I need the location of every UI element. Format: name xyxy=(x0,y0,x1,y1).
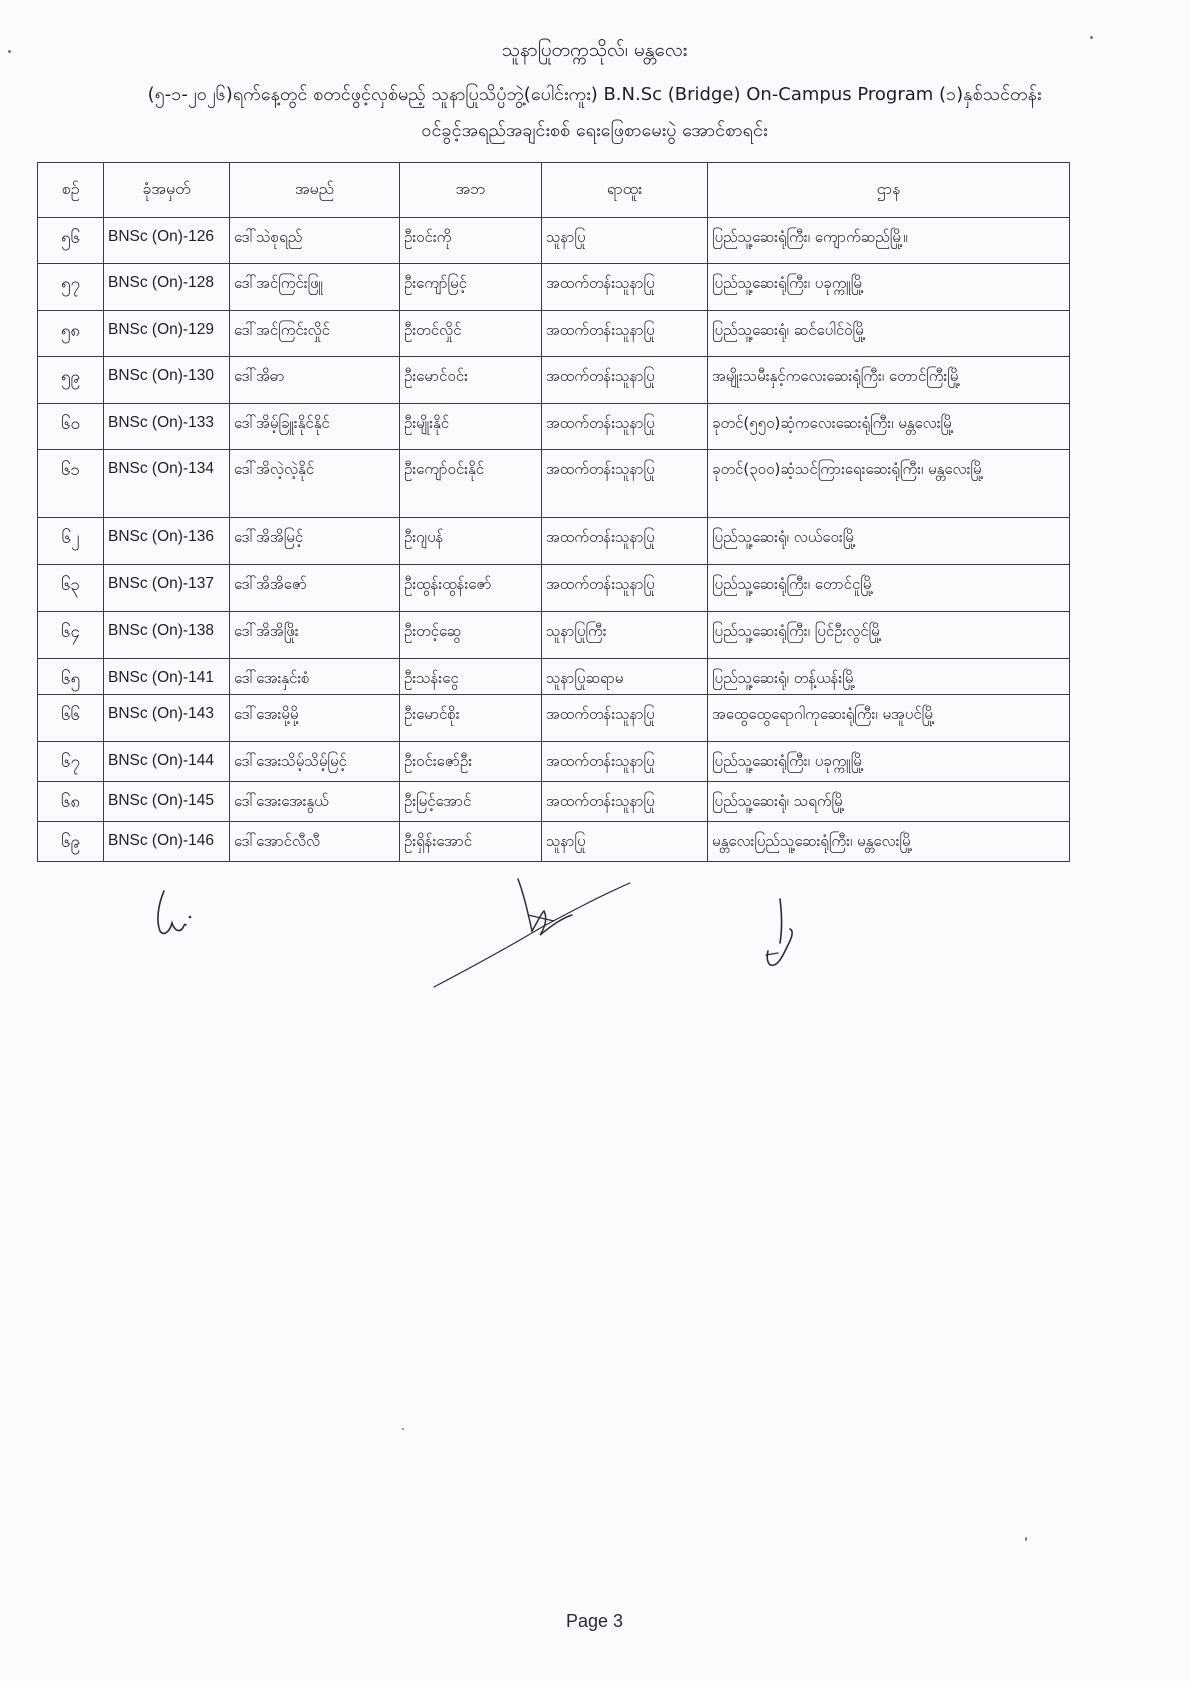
table-row xyxy=(38,264,1070,311)
cell-serial: ၆၄ xyxy=(38,612,104,659)
cell-serial: ၆၉ xyxy=(38,822,104,862)
cell-rank: သူနာပြုကြီး xyxy=(542,612,708,659)
cell-department: အထွေထွေရောဂါကုဆေးရုံကြီး၊ မအူပင်မြို့ xyxy=(708,695,1070,742)
cell-father-name: ဦးထွန်းထွန်းဇော် xyxy=(400,565,542,612)
cell-roll-number: BNSc (On)-143 xyxy=(104,695,230,742)
cell-name: ဒေါ်အေးနှင်းစံ xyxy=(230,659,400,695)
cell-father-name: ဦးရှိန်းအောင် xyxy=(400,822,542,862)
cell-rank: သူနာပြုဆရာမ xyxy=(542,659,708,695)
cell-father-name: ဦးကျော်မြင့် xyxy=(400,264,542,311)
cell-department: မန္တလေးပြည်သူ့ဆေးရုံကြီး၊ မန္တလေးမြို့ xyxy=(708,822,1070,862)
cell-roll-number: BNSc (On)-130 xyxy=(104,357,230,404)
table-row xyxy=(38,357,1070,404)
cell-father-name: ဦးမြင့်အောင် xyxy=(400,782,542,822)
cell-name: ဒေါ်အိအိဖြိုး xyxy=(230,612,400,659)
cell-department: ခုတင်(၃၀၀)ဆံ့သင်ကြားရေးဆေးရုံကြီး၊ မန္တလေးမြို့ xyxy=(708,450,1070,518)
cell-rank: အထက်တန်းသူနာပြု xyxy=(542,404,708,450)
table-row xyxy=(38,782,1070,822)
cell-roll-number: BNSc (On)-133 xyxy=(104,404,230,450)
table-row xyxy=(38,695,1070,742)
cell-name: ဒေါ်အိမ့်ခြူးနိုင်နိုင် xyxy=(230,404,400,450)
cell-serial: ၆၀ xyxy=(38,404,104,450)
cell-name: ဒေါ်အိအိဇော် xyxy=(230,565,400,612)
cell-department: ပြည်သူ့ဆေးရုံ၊ တန့်ယန်းမြို့ xyxy=(708,659,1070,695)
cell-department: ပြည်သူ့ဆေးရုံကြီး၊ ပခုက္ကူမြို့ xyxy=(708,264,1070,311)
cell-rank: အထက်တန်းသူနာပြု xyxy=(542,782,708,822)
cell-serial: ၆၅ xyxy=(38,659,104,695)
paper-speck xyxy=(8,50,11,53)
page-number: Page 3 xyxy=(565,1611,624,1631)
cell-father-name: ဦးတင့်ဆွေ xyxy=(400,612,542,659)
cell-roll-number: BNSc (On)-129 xyxy=(104,311,230,357)
cell-department: ပြည်သူ့ဆေးရုံကြီး၊ တောင်ငူမြို့ xyxy=(708,565,1070,612)
cell-rank: အထက်တန်းသူနာပြု xyxy=(542,311,708,357)
results-table xyxy=(37,162,1070,862)
cell-roll-number: BNSc (On)-144 xyxy=(104,742,230,782)
cell-rank: အထက်တန်းသူနာပြု xyxy=(542,565,708,612)
cell-serial: ၆၃ xyxy=(38,565,104,612)
paper-speck xyxy=(1090,36,1093,39)
cell-name: ဒေါ်အိဓာ xyxy=(230,357,400,404)
column-header-roll-number: ခုံအမှတ် xyxy=(104,163,230,218)
cell-department: ပြည်သူ့ဆေးရုံ၊ လယ်ဝေးမြို့ xyxy=(708,518,1070,565)
cell-father-name: ဦးကျော်ဝင်းနိုင် xyxy=(400,450,542,518)
cell-rank: အထက်တန်းသူနာပြု xyxy=(542,695,708,742)
cell-name: ဒေါ်အိလဲ့လဲ့နိုင် xyxy=(230,450,400,518)
cell-rank: အထက်တန်းသူနာပြု xyxy=(542,518,708,565)
column-header-name: အမည် xyxy=(230,163,400,218)
cell-roll-number: BNSc (On)-136 xyxy=(104,518,230,565)
cell-department: ပြည်သူ့ဆေးရုံကြီး၊ ပခုက္ကူမြို့ xyxy=(708,742,1070,782)
table-row xyxy=(38,612,1070,659)
cell-serial: ၆၆ xyxy=(38,695,104,742)
cell-roll-number: BNSc (On)-138 xyxy=(104,612,230,659)
table-row xyxy=(38,311,1070,357)
cell-serial: ၆၂ xyxy=(38,518,104,565)
cell-father-name: ဦးဝင်းဇော်ဦး xyxy=(400,742,542,782)
cell-name: ဒေါ်အေးမို့မို့ xyxy=(230,695,400,742)
table-row xyxy=(38,822,1070,862)
cell-serial: ၅၈ xyxy=(38,311,104,357)
cell-name: ဒေါ်သဲစုရည် xyxy=(230,218,400,264)
cell-name: ဒေါ်အင်ကြင်းဖြူ xyxy=(230,264,400,311)
cell-name: ဒေါ်အောင်လီလီ xyxy=(230,822,400,862)
cell-father-name: ဦးမောင်ဝင်း xyxy=(400,357,542,404)
table-row xyxy=(38,742,1070,782)
table-header-row xyxy=(38,163,1070,218)
cell-department: အမျိုးသမီးနှင့်ကလေးဆေးရုံကြီး၊ တောင်ကြီးမြို့ xyxy=(708,357,1070,404)
cell-serial: ၆၇ xyxy=(38,742,104,782)
cell-father-name: ဦးဂျပန် xyxy=(400,518,542,565)
paper-speck xyxy=(402,1428,404,1430)
cell-father-name: ဦးတင်လှိုင် xyxy=(400,311,542,357)
cell-department: ပြည်သူ့ဆေးရုံကြီး၊ ပြင်ဦးလွင်မြို့ xyxy=(708,612,1070,659)
cell-roll-number: BNSc (On)-141 xyxy=(104,659,230,695)
table-row xyxy=(38,218,1070,264)
cell-serial: ၅၆ xyxy=(38,218,104,264)
cell-department: ပြည်သူ့ဆေးရုံကြီး၊ ကျောက်ဆည်မြို့။ xyxy=(708,218,1070,264)
cell-serial: ၆၈ xyxy=(38,782,104,822)
column-header-father-name: အဘ xyxy=(400,163,542,218)
cell-rank: အထက်တန်းသူနာပြု xyxy=(542,264,708,311)
cell-serial: ၅၇ xyxy=(38,264,104,311)
cell-roll-number: BNSc (On)-134 xyxy=(104,450,230,518)
cell-roll-number: BNSc (On)-137 xyxy=(104,565,230,612)
cell-rank: သူနာပြု xyxy=(542,822,708,862)
cell-roll-number: BNSc (On)-145 xyxy=(104,782,230,822)
cell-father-name: ဦးမျိုးနိုင် xyxy=(400,404,542,450)
cell-department: ပြည်သူ့ဆေးရုံ၊ သရက်မြို့ xyxy=(708,782,1070,822)
column-header-serial: စဉ် xyxy=(38,163,104,218)
cell-roll-number: BNSc (On)-146 xyxy=(104,822,230,862)
cell-name: ဒေါ်အိအိမြင့် xyxy=(230,518,400,565)
document-heading-result-list: ဝင်ခွင့်အရည်အချင်းစစ် ရေးဖြေစာမေးပွဲ အောင်စာရင်း xyxy=(421,120,768,141)
cell-department: ခုတင်(၅၅၀)ဆံ့ကလေးဆေးရုံကြီး၊ မန္တလေးမြို့ xyxy=(708,404,1070,450)
document-heading-program: (၅-၁-၂၀၂၆)ရက်နေ့တွင် စတင်ဖွင့်လှစ်မည့် သူနာပြုသိပ္ပံဘွဲ့(ပေါင်းကူး) B.N.Sc (Bridge) On-Campus Program (၁)နှစ်သင်တန်း xyxy=(147,84,1042,105)
cell-rank: သူနာပြု xyxy=(542,218,708,264)
cell-name: ဒေါ်အင်ကြင်းလှိုင် xyxy=(230,311,400,357)
cell-roll-number: BNSc (On)-128 xyxy=(104,264,230,311)
table-row xyxy=(38,404,1070,450)
table-row xyxy=(38,518,1070,565)
signature-area xyxy=(0,875,1189,1015)
signature-left xyxy=(150,885,210,945)
cell-father-name: ဦးမောင်စိုး xyxy=(400,695,542,742)
document-heading-university: သူနာပြုတက္ကသိုလ်၊ မန္တလေး xyxy=(501,39,688,61)
cell-name: ဒေါ်အေးအေးနွယ် xyxy=(230,782,400,822)
cell-serial: ၆၁ xyxy=(38,450,104,518)
paper-speck xyxy=(1025,1537,1027,1541)
signature-right xyxy=(758,895,818,985)
cell-roll-number: BNSc (On)-126 xyxy=(104,218,230,264)
signature-center xyxy=(432,875,632,990)
cell-name: ဒေါ်အေးသိမ့်သိမ့်မြင့် xyxy=(230,742,400,782)
cell-rank: အထက်တန်းသူနာပြု xyxy=(542,357,708,404)
cell-rank: အထက်တန်းသူနာပြု xyxy=(542,450,708,518)
table-row xyxy=(38,450,1070,518)
cell-father-name: ဦးဝင်းကို xyxy=(400,218,542,264)
column-header-department: ဌာန xyxy=(708,163,1070,218)
cell-father-name: ဦးသန်းငွေ xyxy=(400,659,542,695)
column-header-rank: ရာထူး xyxy=(542,163,708,218)
cell-department: ပြည်သူ့ဆေးရုံ၊ ဆင်ပေါင်ဝဲမြို့ xyxy=(708,311,1070,357)
table-row xyxy=(38,565,1070,612)
cell-rank: အထက်တန်းသူနာပြု xyxy=(542,742,708,782)
table-row xyxy=(38,659,1070,695)
cell-serial: ၅၉ xyxy=(38,357,104,404)
